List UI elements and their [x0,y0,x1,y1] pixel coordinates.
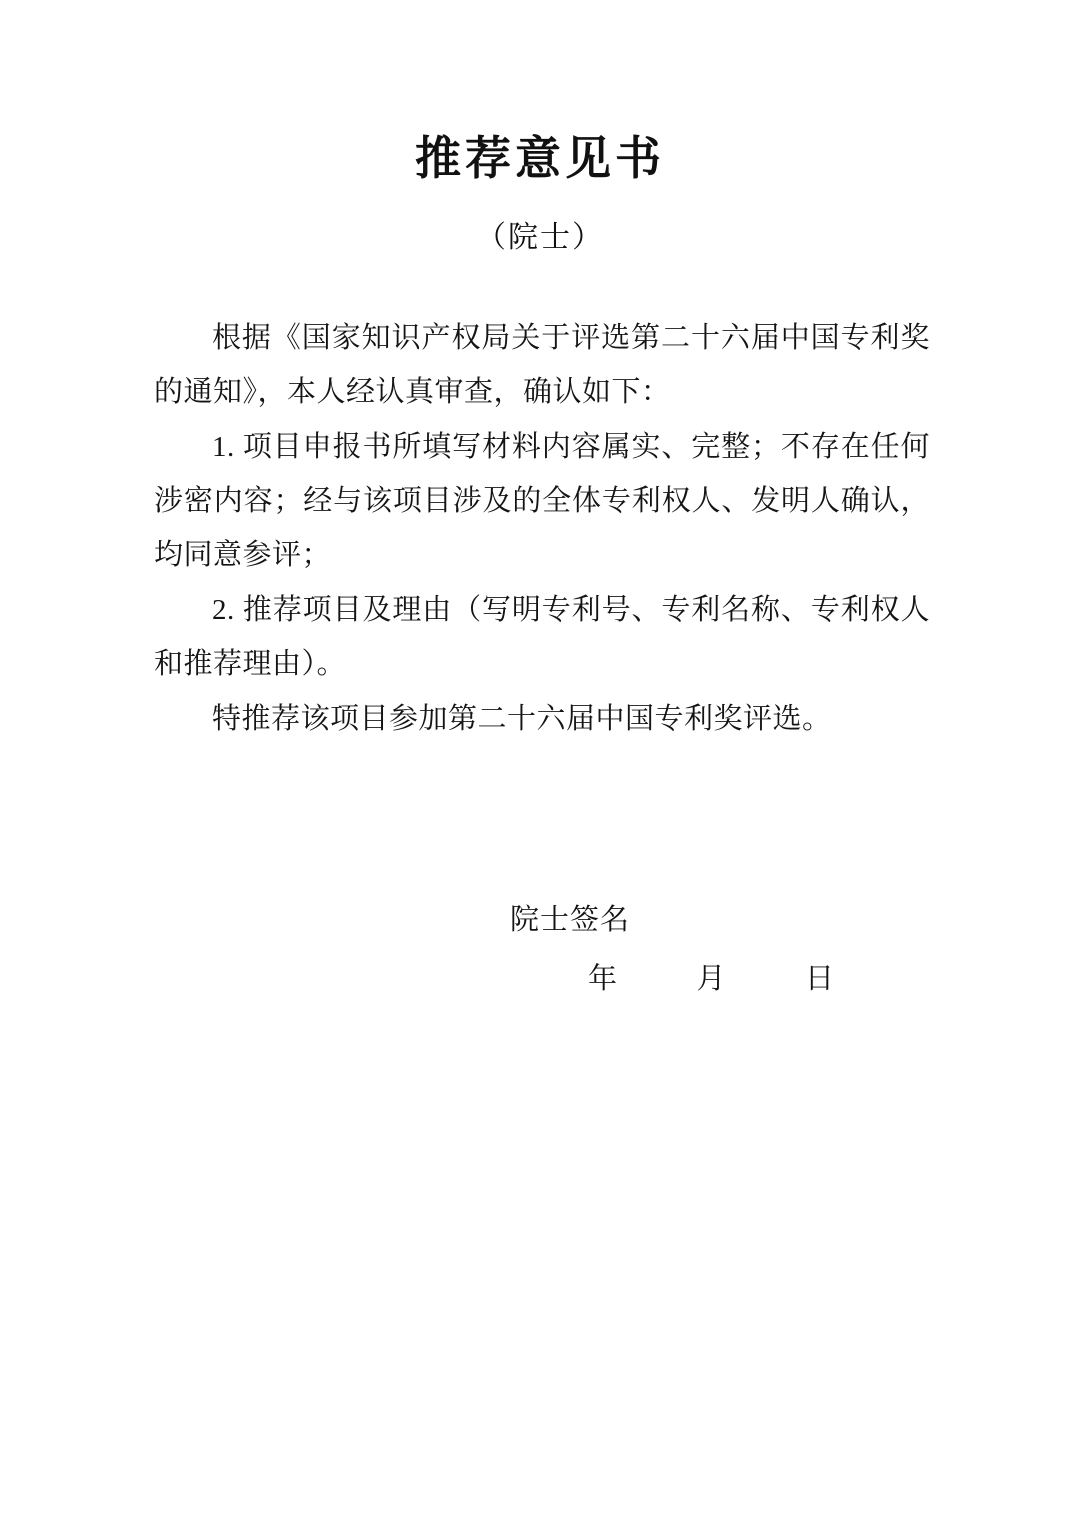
page-title: 推荐意见书 [415,133,665,184]
paragraph-item-2: 2. 推荐项目及理由（写明专利号、专利名称、专利权人和推荐理由）。 [154,594,930,680]
date-month-label: 月 [696,963,727,996]
paragraph-closing: 特推荐该项目参加第二十六届中国专利奖评选。 [212,703,832,736]
date-day-label: 日 [805,963,836,996]
document-body [80,312,1000,747]
paragraph-item-1: 1. 项目申报书所填写材料内容属实、完整；不存在任何涉密内容；经与该项目涉及的全体专利权人、发明人确认，均同意参评； [154,431,930,571]
paragraph-intro: 根据《国家知识产权局关于评选第二十六届中国专利奖的通知》，本人经认真审查，确认如下： [154,322,930,408]
date-year-label: 年 [588,963,619,996]
signature-date-line [510,956,1000,997]
signature-label: 院士签名 [510,904,631,937]
page-subtitle: （院士） [476,221,604,254]
signature-block [80,897,1000,997]
